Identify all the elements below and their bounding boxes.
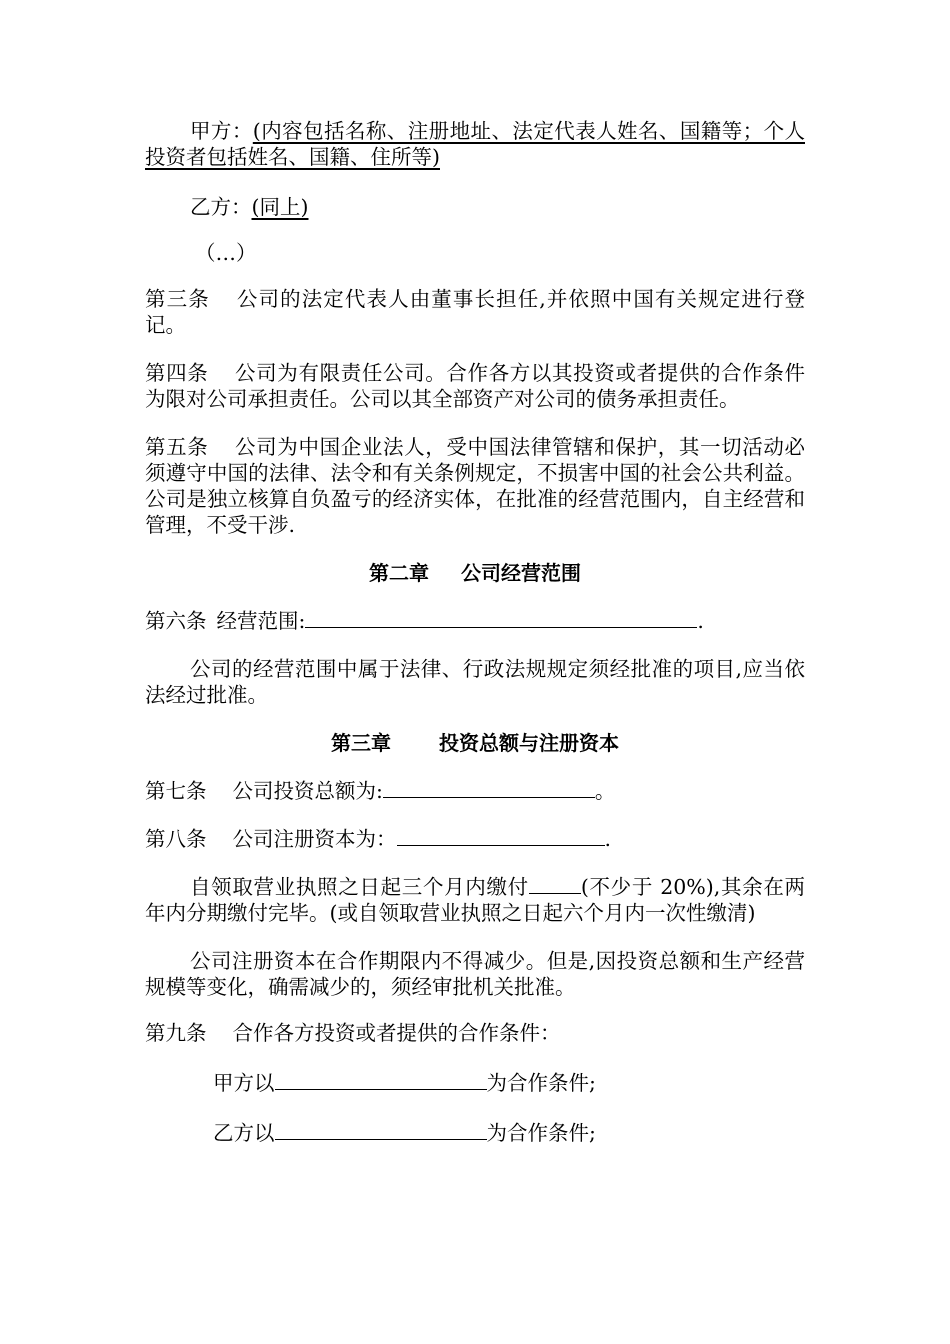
party-a-condition-prefix: 甲方以 (213, 1071, 275, 1095)
contract-page (145, 118, 805, 1146)
party-a-paragraph (145, 118, 805, 170)
chapter-3-title: 投资总额与注册资本 (439, 731, 619, 755)
chapter-2-heading (145, 560, 805, 586)
article-8-label: 公司注册资本为： (232, 827, 397, 851)
party-a-condition-blank[interactable] (275, 1068, 487, 1090)
payment-text-a: 自领取营业执照之日起三个月内缴付 (190, 875, 529, 899)
article-3 (145, 286, 805, 338)
party-a-text: (内容包括名称、注册地址、法定代表人姓名、国籍等；个人投资者包括姓名、国籍、住所等) (145, 119, 805, 169)
first-payment-blank[interactable] (529, 872, 581, 894)
ellipsis-paragraph: （…） (195, 241, 257, 265)
article-6-number: 第六条 (145, 609, 207, 633)
article-4-text: 公司为有限责任公司。合作各方以其投资或者提供的合作条件为限对公司承担责任。公司以其全部资产对公司的债务承担责任。 (145, 361, 806, 411)
article-6 (145, 606, 805, 634)
article-3-number: 第三条 (145, 287, 210, 311)
party-a-condition-suffix: 为合作条件; (486, 1071, 596, 1095)
party-b-condition-blank[interactable] (275, 1118, 487, 1140)
article-9 (145, 1020, 805, 1046)
payment-text-b: (不少于 20%),其余在两年内分期缴付完毕。(或自领取营业执照之日起六个月内一次性缴清) (145, 875, 806, 925)
party-a-condition (145, 1068, 805, 1096)
party-b-paragraph (145, 194, 805, 220)
article-4-number: 第四条 (145, 361, 209, 385)
business-scope-blank[interactable] (305, 606, 697, 628)
article-6-note: 公司的经营范围中属于法律、行政法规规定须经批准的项目,应当依法经过批准。 (145, 657, 805, 707)
chapter-2-number: 第二章 (369, 561, 429, 585)
article-6-label: 经营范围: (216, 609, 306, 633)
article-7 (145, 776, 805, 804)
party-b-label: 乙方： (190, 195, 252, 219)
article-9-text: 合作各方投资或者提供的合作条件： (232, 1021, 561, 1045)
article-5-number: 第五条 (145, 435, 209, 459)
party-b-condition (145, 1118, 805, 1146)
party-b-condition-suffix: 为合作条件; (486, 1121, 596, 1145)
article-7-number: 第七条 (145, 779, 207, 803)
article-8-number: 第八条 (145, 827, 207, 851)
capital-reduction-paragraph: 公司注册资本在合作期限内不得减少。但是,因投资总额和生产经营规模等变化，确需减少的，须经审批机关批准。 (145, 949, 805, 999)
article-3-text: 公司的法定代表人由董事长担任,并依照中国有关规定进行登记。 (145, 287, 806, 337)
registered-capital-blank[interactable] (397, 824, 605, 846)
article-7-end: 。 (594, 779, 616, 803)
article-5 (145, 434, 805, 538)
party-a-label: 甲方： (190, 119, 253, 143)
article-7-label: 公司投资总额为: (232, 779, 383, 803)
article-8-end: . (604, 827, 612, 851)
party-b-text: (同上) (251, 195, 309, 219)
chapter-3-heading (145, 730, 805, 756)
total-investment-blank[interactable] (383, 776, 595, 798)
party-b-condition-prefix: 乙方以 (213, 1121, 275, 1145)
article-9-number: 第九条 (145, 1021, 207, 1045)
chapter-2-title: 公司经营范围 (461, 561, 581, 585)
payment-paragraph (145, 872, 805, 926)
article-5-text: 公司为中国企业法人，受中国法律管辖和保护，其一切活动必须遵守中国的法律、法令和有关条例规定，不损害中国的社会公共利益。公司是独立核算自负盈亏的经济实体，在批准的经营范围内，自主经营和管理，不受干涉. (145, 435, 806, 537)
article-6-end: . (697, 609, 704, 633)
article-8 (145, 824, 805, 852)
article-4 (145, 360, 805, 412)
chapter-3-number: 第三章 (331, 731, 391, 755)
